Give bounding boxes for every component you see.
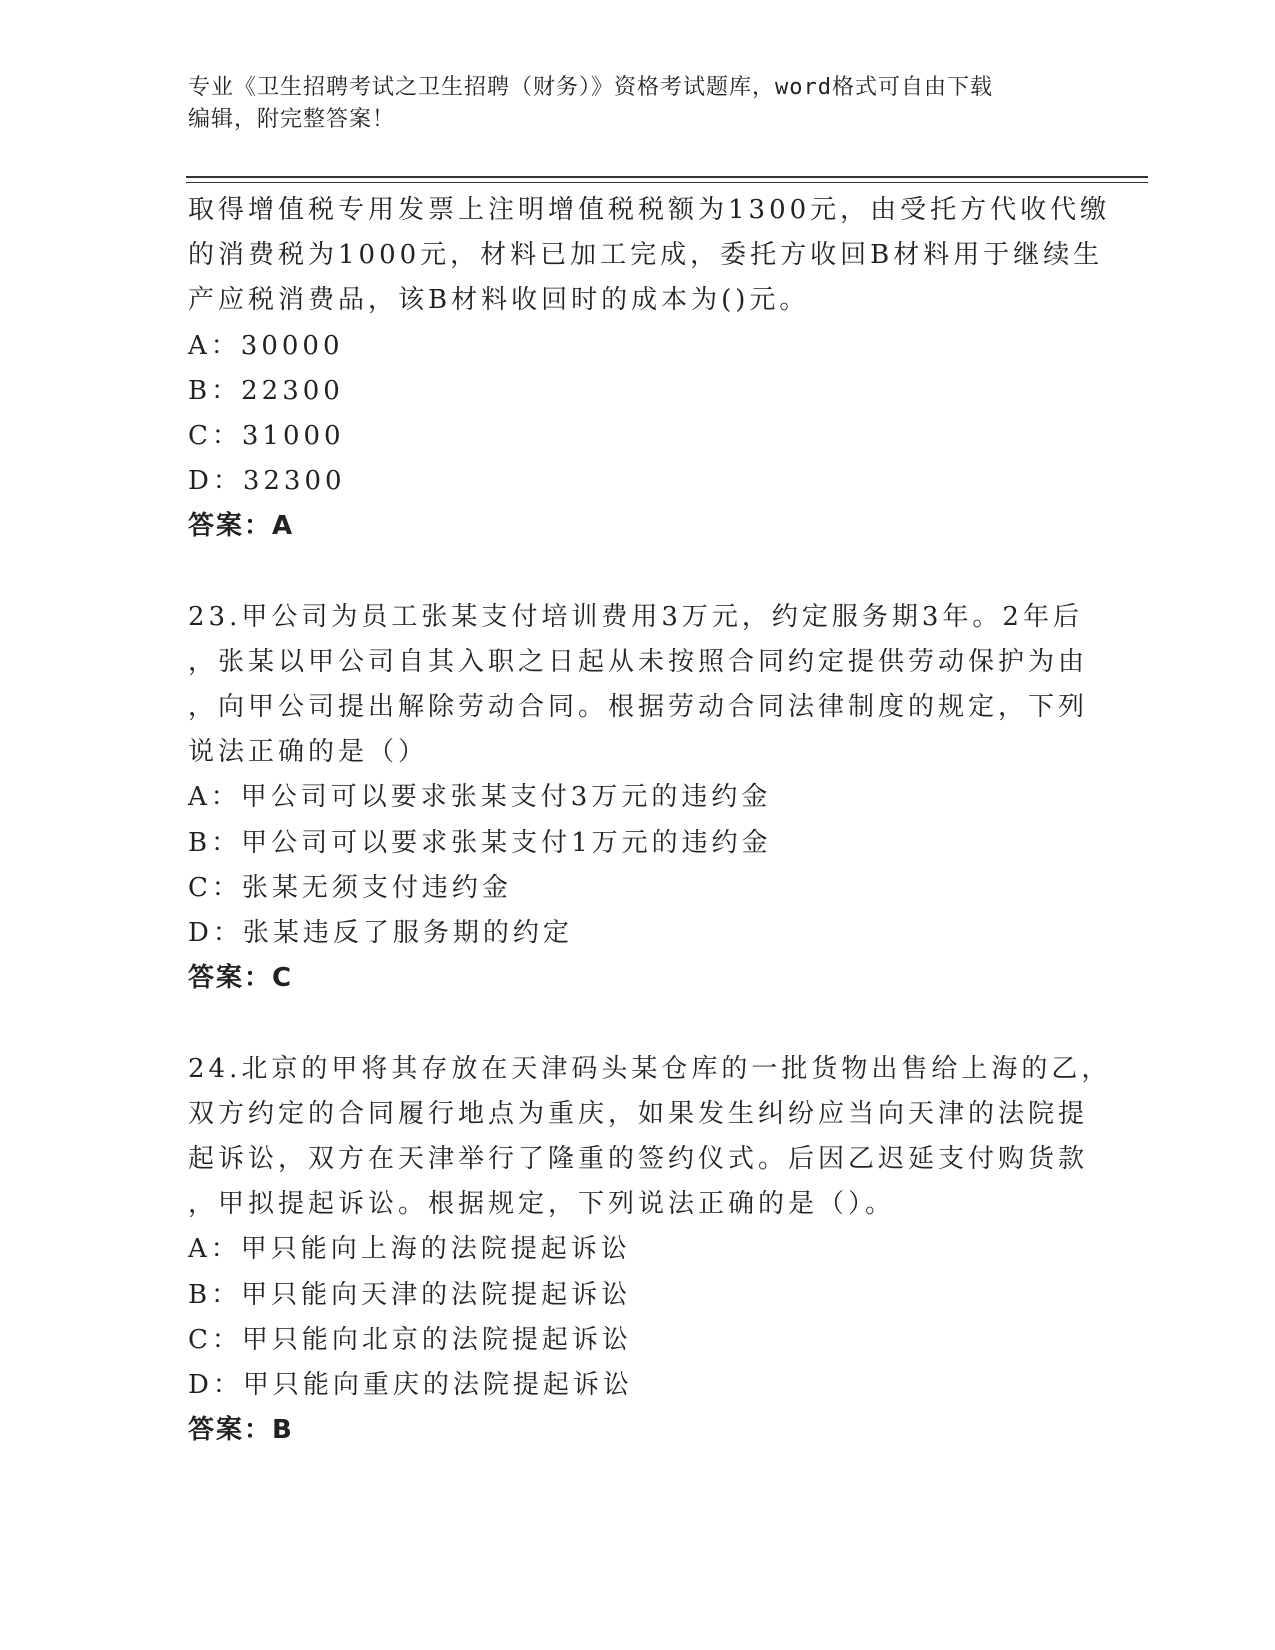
question-stem-line: 双方约定的合同履行地点为重庆，如果发生纠纷应当向天津的法院提 xyxy=(188,1098,1089,1129)
option-a: A：甲只能向上海的法院提起诉讼 xyxy=(188,1234,631,1265)
question-stem-line: 产应税消费品，该B材料收回时的成本为()元。 xyxy=(188,285,810,316)
question-24 xyxy=(188,1047,1112,1454)
question-stem-line: ，张某以甲公司自其入职之日起从未按照合同约定提供劳动保护为由 xyxy=(188,646,1089,677)
spacer xyxy=(188,1001,1088,1046)
option-b: B：甲只能向天津的法院提起诉讼 xyxy=(188,1279,632,1310)
question-stem-line: ，甲拟提起诉讼。根据规定，下列说法正确的是（）。 xyxy=(188,1189,896,1220)
header-divider-thick xyxy=(186,176,1148,178)
question-stem-line: 取得增值税专用发票上注明增值税税额为1300元，由受托方代收代缴 xyxy=(188,195,1111,225)
question-stem-line: 24.北京的甲将其存放在天津码头某仓库的一批货物出售给上海的乙， xyxy=(188,1053,1112,1084)
header-divider-thin xyxy=(186,182,1148,183)
question-stem-line: 起诉讼，双方在天津举行了隆重的签约仪式。后因乙迟延支付购货款 xyxy=(188,1143,1089,1174)
question-stem-line: 说法正确的是（） xyxy=(188,737,429,768)
option-c: C：甲只能向北京的法院提起诉讼 xyxy=(188,1324,632,1355)
question-stem-line: 的消费税为1000元，材料已加工完成，委托方收回B材料用于继续生 xyxy=(188,240,1104,271)
option-c: C：31000 xyxy=(188,420,345,451)
question-stem-line: 23.甲公司为员工张某支付培训费用3万元，约定服务期3年。2年后 xyxy=(188,601,1083,632)
question-content xyxy=(188,188,1112,1453)
spacer xyxy=(188,550,1088,595)
answer-label: 答案：B xyxy=(188,1415,294,1446)
header-line-1: 专业《卫生招聘考试之卫生招聘（财务）》资格考试题库，word格式可自由下载 xyxy=(188,75,993,100)
option-c: C：张某无须支付违约金 xyxy=(188,872,512,903)
option-d: D：张某违反了服务期的约定 xyxy=(188,918,573,948)
option-d: D：甲只能向重庆的法院提起诉讼 xyxy=(188,1369,633,1400)
question-22 xyxy=(188,188,1111,550)
question-23 xyxy=(188,595,1088,1002)
answer-label: 答案：A xyxy=(188,511,295,542)
header-line-2: 编辑，附完整答案！ xyxy=(188,107,396,132)
page-header xyxy=(188,72,1088,136)
option-b: B：甲公司可以要求张某支付1万元的违约金 xyxy=(188,827,772,858)
answer-label: 答案：C xyxy=(188,963,294,994)
option-b: B：22300 xyxy=(188,375,344,406)
option-d: D：32300 xyxy=(188,466,346,497)
option-a: A：30000 xyxy=(188,330,344,361)
question-stem-line: ，向甲公司提出解除劳动合同。根据劳动合同法律制度的规定，下列 xyxy=(188,692,1089,723)
option-a: A：甲公司可以要求张某支付3万元的违约金 xyxy=(188,782,772,813)
